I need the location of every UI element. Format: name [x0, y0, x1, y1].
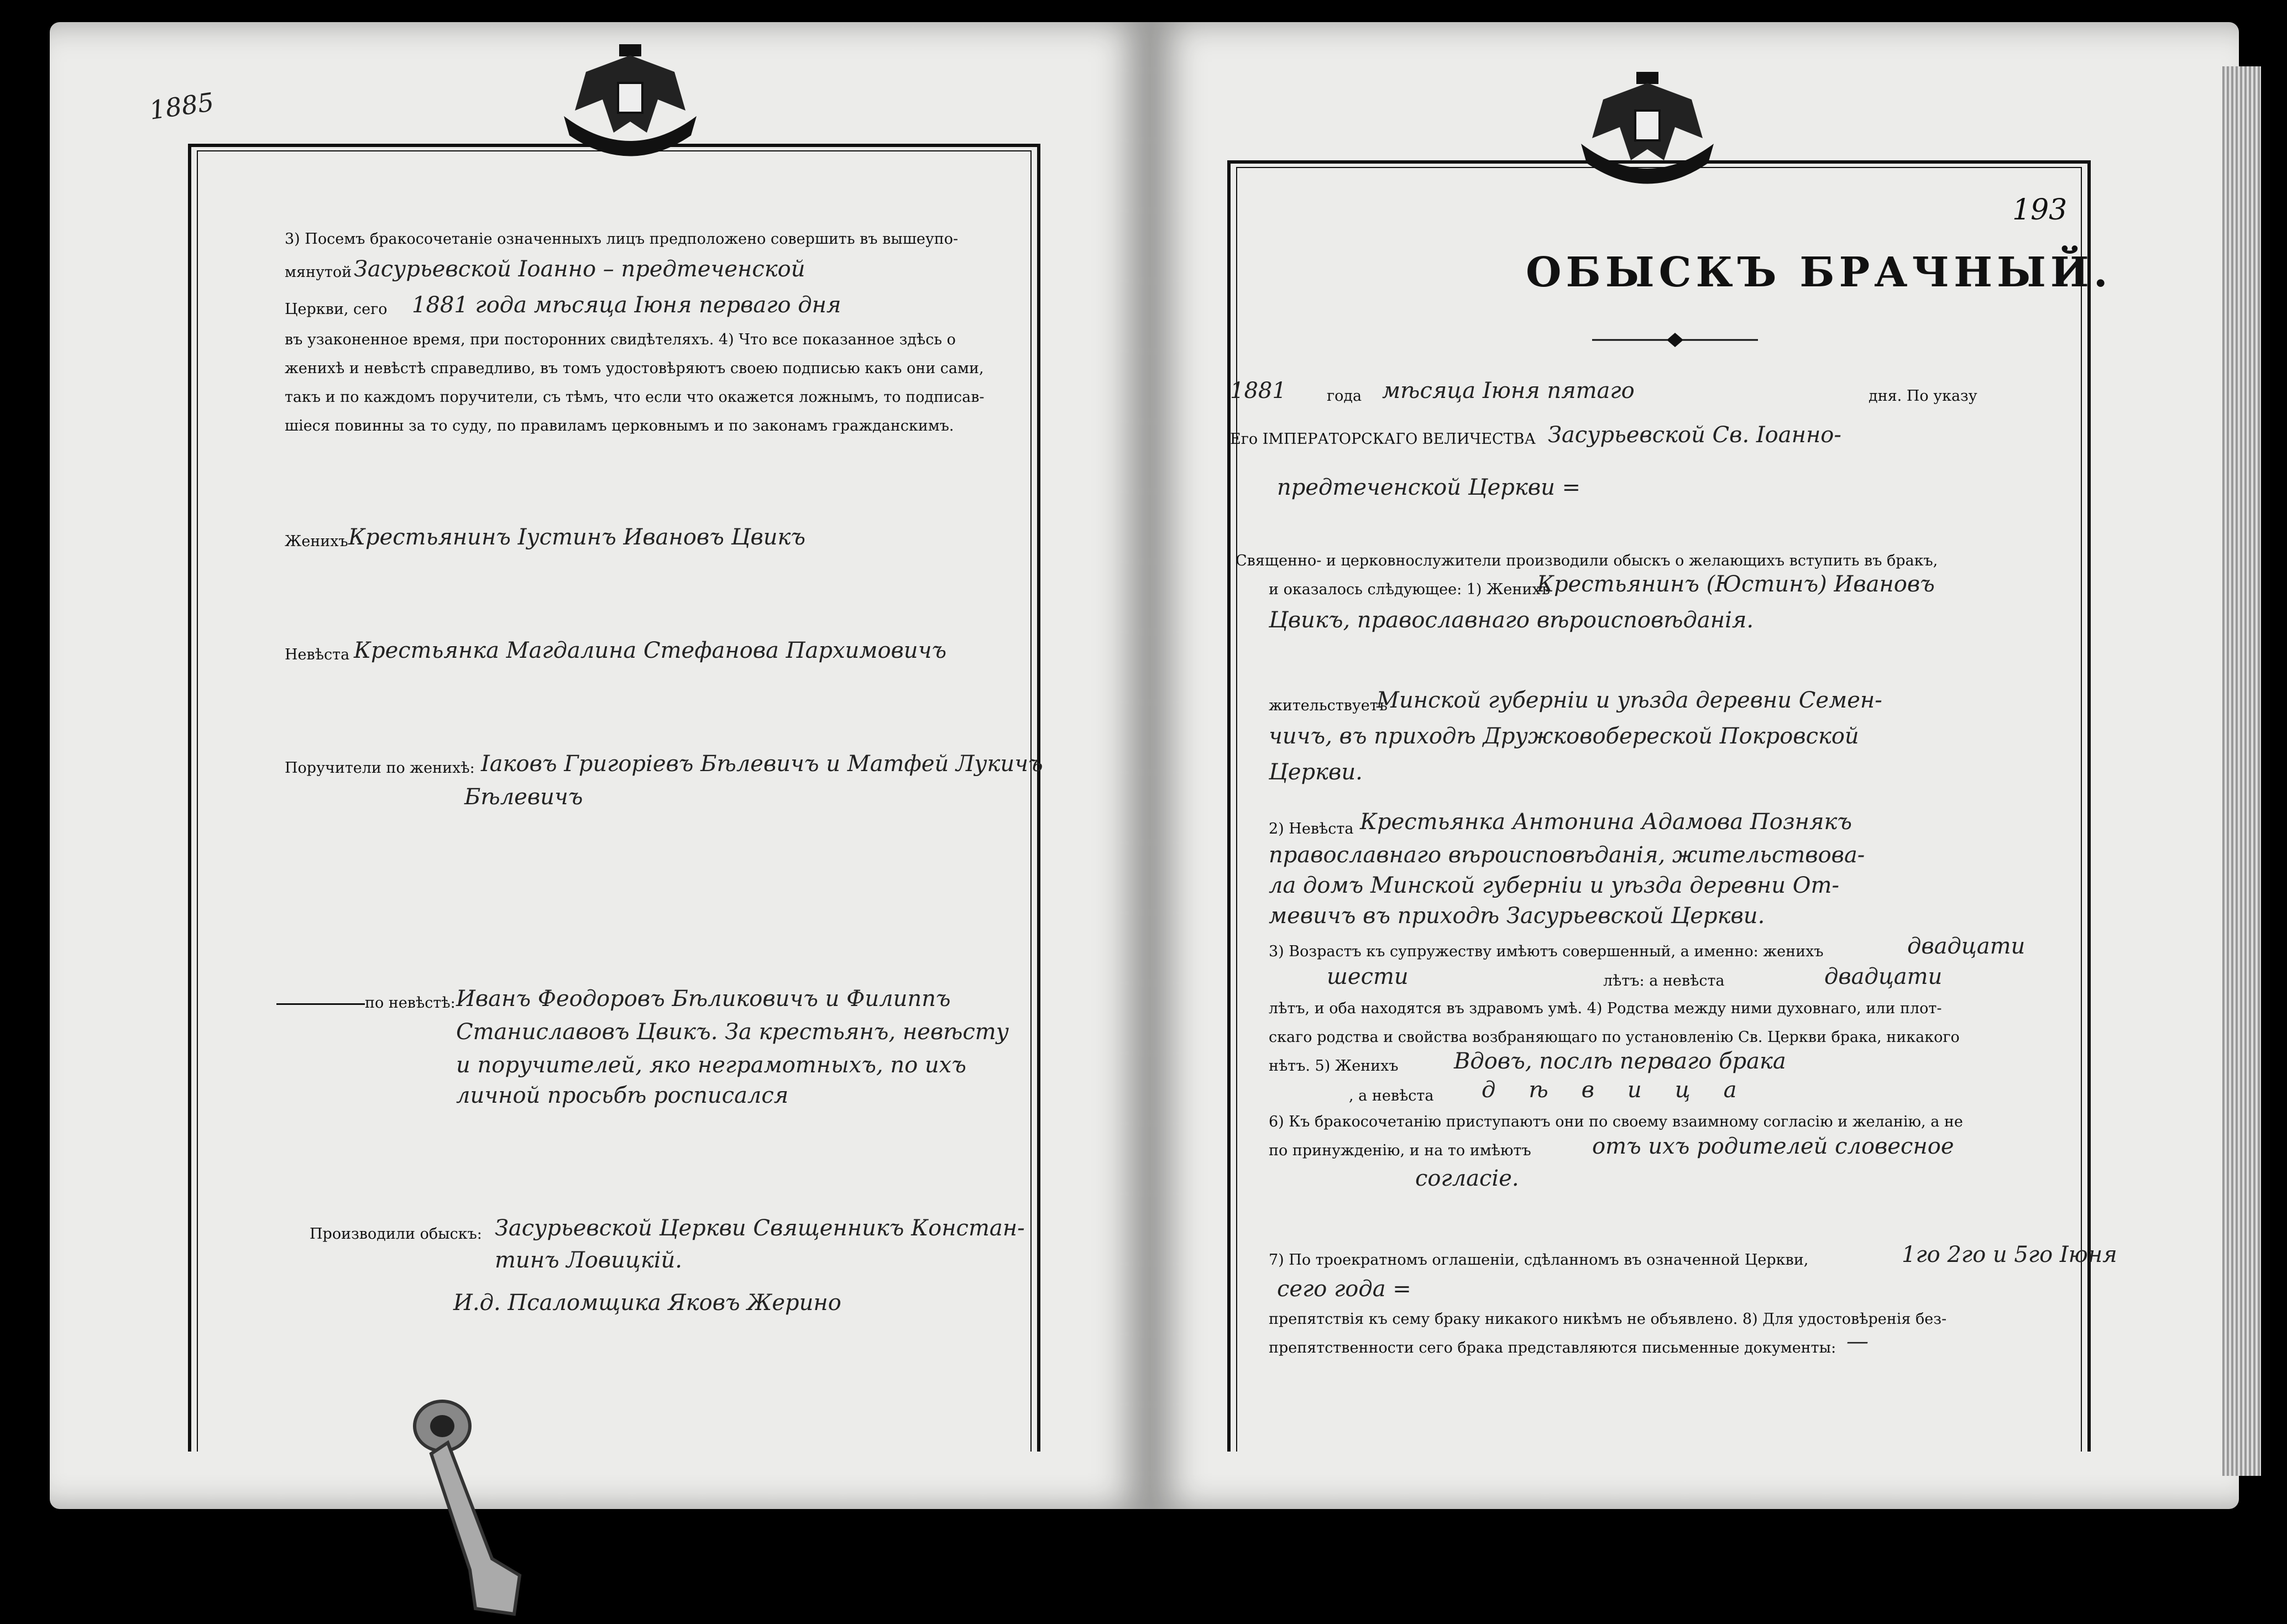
groom-status-handwriting: Вдовъ, послѣ перваго брака — [1454, 1049, 1786, 1074]
date-month-day: мѣсяца Iюня пятаго — [1382, 378, 1635, 404]
bride-handwriting-3: ла домъ Минской губернiи и уѣзда деревни От- — [1269, 873, 1839, 898]
groom-handwriting: Крестьянинъ Iустинъ Ивановъ Цвикъ — [348, 525, 806, 550]
kinship-line-1: скаго родства и свойства возбраняющаго по установленiю Св. Церкви брака, никакого — [1269, 1029, 1960, 1046]
bride-status-print: , а невѣста — [1349, 1087, 1434, 1104]
date-year-label: года — [1327, 387, 1362, 405]
guarantors-bride-handwriting-3: и поручителей, яко неграмотныхъ, по ихъ — [456, 1052, 966, 1078]
date-year: 1881 — [1230, 378, 1286, 404]
residence-label: жительствуетъ — [1269, 697, 1388, 714]
residence-handwriting-2: чичъ, въ приходѣ Дружковобереской Покровской — [1269, 724, 1859, 749]
title-ornament — [1592, 332, 1758, 348]
age-line-print: 3) Возрастъ къ супружеству имѣютъ совершенный, а именно: женихъ — [1269, 943, 1824, 960]
church-handwriting: предтеченской Церкви = — [1277, 475, 1581, 500]
bride-label-right: 2) Невѣста — [1269, 820, 1354, 837]
consent-handwriting-2: согласiе. — [1415, 1166, 1519, 1191]
banns-year-handwriting: сего года = — [1277, 1276, 1411, 1302]
groom-age-handwriting-2: шести — [1327, 964, 1409, 989]
consent-line-1: 6) Къ бракосочетанiю приступаютъ они по своему взаимному согласiю и желанiю, а не — [1269, 1113, 1963, 1130]
date-day-label: дня. По указу — [1869, 387, 1977, 405]
bride-handwriting-2: православнаго вѣроисповѣданiя, жительствова- — [1269, 842, 1865, 868]
groom-age-handwriting-1: двадцати — [1907, 934, 2026, 959]
banns-handwriting: 1го 2го и 5го Iюня — [1902, 1242, 2117, 1267]
consent-line-2-print: по принужденiю, и на то имѣютъ — [1269, 1142, 1531, 1159]
residence-handwriting-3: Церкви. — [1269, 759, 1363, 785]
guarantors-bride-handwriting-1: Иванъ Феодоровъ Бѣликовичъ и Филиппъ — [456, 986, 951, 1012]
guarantors-bride-label: по невѣстѣ: — [365, 994, 456, 1012]
double-headed-eagle-emblem-left — [553, 39, 708, 160]
groom-intro-print: и оказалось слѣдующее: 1) Женихъ — [1269, 581, 1550, 598]
bride-age-print: лѣтъ: а невѣста — [1603, 972, 1725, 989]
guarantors-groom-label: Поручители по женихѣ: — [285, 759, 475, 777]
clause-3-line-3-print: Церкви, сего — [285, 301, 388, 318]
page-number: 193 — [2012, 193, 2068, 227]
clause-3-line-2-print: мянутой — [285, 264, 352, 281]
page-title: ОБЫСКЪ БРАЧНЫЙ. — [1526, 249, 2112, 296]
clause-3-line-7: шiеся повинны за то суду, по правиламъ церковнымъ и по законамъ гражданскимъ. — [285, 417, 954, 434]
guarantors-bride-handwriting-4: личной просьбѣ росписался — [456, 1083, 789, 1108]
guarantors-bride-handwriting-2: Станиславовъ Цвикъ. За крестьянъ, невѣсту — [456, 1019, 1009, 1045]
search-handwriting-3: И.д. Псаломщика Яковъ Жерино — [453, 1290, 841, 1316]
documents-line-print: препятственности сего брака представляются письменные документы: — [1269, 1339, 1836, 1356]
search-handwriting-1: Засурьевской Церкви Священникъ Констан- — [495, 1216, 1025, 1241]
decree-print: Его IМПЕРАТОРСКАГО ВЕЛИЧЕСТВА — [1230, 431, 1536, 448]
residence-handwriting-1: Минской губернiи и уѣзда деревни Семен- — [1377, 688, 1882, 713]
kinship-line-2-print: нѣтъ. 5) Женихъ — [1269, 1057, 1399, 1075]
guarantors-groom-handwriting-1: Iаковъ Григорiевъ Бѣлевичъ и Матфей Лукичъ — [481, 751, 1043, 777]
clause-3-line-5: женихѣ и невѣстѣ справедливо, въ томъ удостовѣряютъ своею подписью какъ они сами, — [285, 360, 984, 377]
consent-handwriting-1: отъ ихъ родителей словесное — [1592, 1134, 1954, 1159]
clause-3-line-4: въ узаконенное время, при посторонних свидѣтеляхъ. 4) Что все показанное здѣсь о — [285, 331, 956, 348]
search-label: Производили обыскъ: — [310, 1225, 482, 1243]
guarantors-bride-dash — [276, 1003, 365, 1005]
bride-handwriting-4: мевичъ въ приходѣ Засурьевской Церкви. — [1269, 903, 1765, 929]
banns-line-print: 7) По троекратномъ оглашенiи, сдѣланномъ въ означенной Церкви, — [1269, 1251, 1809, 1269]
corner-number: 1885 — [147, 87, 216, 125]
double-headed-eagle-emblem-right — [1570, 66, 1725, 188]
search-handwriting-2: тинъ Ловицкiй. — [495, 1248, 682, 1273]
bride-age-handwriting: двадцати — [1824, 964, 1943, 989]
bride-handwriting-1: Крестьянка Антонина Адамова Познякъ — [1360, 809, 1852, 835]
decree-handwriting: Засурьевской Св. Iоанно- — [1548, 422, 1841, 448]
documents-handwriting: — — [1846, 1329, 1869, 1354]
right-page-edges — [2222, 66, 2261, 1476]
groom-label: Женихъ — [285, 533, 348, 550]
clause-3-line-6: такъ и по каждомъ поручители, съ тѣмъ, что если что окажется ложнымъ, то подписав- — [285, 389, 985, 406]
groom-religion-handwriting: Цвикъ, православнаго вѣроисповѣданiя. — [1269, 607, 1754, 633]
search-intro-line: Священно- и церковнослужители производили обыскъ о желающихъ вступить въ бракъ, — [1236, 552, 1938, 569]
bride-handwriting: Крестьянка Магдалина Стефанова Пархимовичъ — [354, 638, 947, 663]
clause-3-line-1: 3) Посемъ бракосочетанiе означенныхъ лицъ предположено совершить въ вышеупо- — [285, 230, 959, 248]
book-clasp — [409, 1393, 531, 1620]
clause-3-line-3-handwriting: 1881 года мѣсяца Iюня перваго дня — [412, 292, 841, 318]
groom-intro-handwriting: Крестьянинъ (Юстинъ) Ивановъ — [1537, 572, 1935, 597]
impediment-line: препятствiя къ сему браку никакого никѣмъ не объявлено. 8) Для удостовѣренiя без- — [1269, 1311, 1947, 1328]
bride-status-handwriting: дѣвица — [1482, 1077, 1770, 1103]
health-line: лѣтъ, и оба находятся въ здравомъ умѣ. 4) Родства между ними духовнаго, или плот- — [1269, 1000, 1942, 1017]
guarantors-groom-handwriting-2: Бѣлевичъ — [464, 784, 583, 810]
bride-label: Невѣста — [285, 646, 350, 663]
clause-3-line-2-handwriting: Засурьевской Iоанно – предтеченской — [354, 256, 805, 282]
